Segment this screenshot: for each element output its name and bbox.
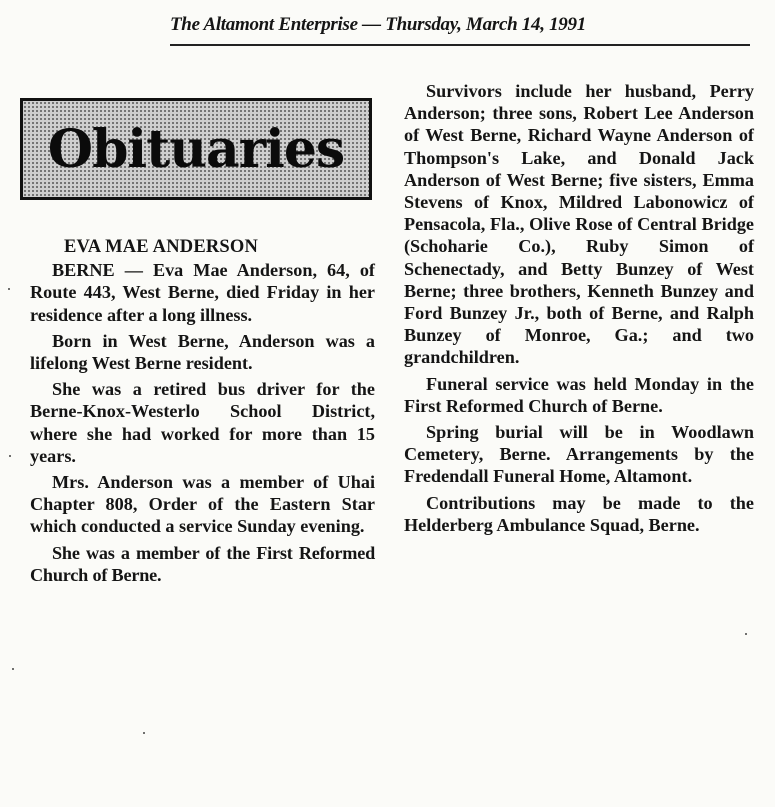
burial-paragraph: Spring burial will be in Woodlawn Cemetery, Berne. Arrangements by the Fredendall Funeral Home, Altamont.: [404, 422, 754, 487]
obituary-name: EVA MAE ANDERSON: [64, 237, 259, 257]
survivors-paragraph: Survivors include her husband, Perry Anderson; three sons, Robert Lee Anderson of West Berne, Richard Wayne Anderson of Thompson's Lake, and Donald Jack Anderson of West Berne; five sisters, Emma Stevens of Knox, Mildred Labonowicz of Pensacola, Fla., Olive Rose of Central Bridge (Schoharie Co.), Ruby Simon of Schenectady, and Betty Bunzey of West Berne; three brothers, Kenneth Bunzey and Ford Bunzey Jr., both of Berne, and Ralph Bunzey of Monroe, Ga.; and two grandchildren.: [404, 81, 754, 368]
masthead-rule: [170, 44, 750, 46]
print-speck: [12, 668, 14, 670]
obituary-right-column: [404, 80, 754, 540]
obituary-paragraph: Mrs. Anderson was a member of Uhai Chapter 808, Order of the Eastern Star which conducted a service Sunday evening.: [30, 472, 375, 537]
funeral-paragraph: Funeral service was held Monday in the First Reformed Church of Berne.: [404, 373, 754, 416]
section-title: Obituaries: [47, 118, 345, 180]
print-speck: [745, 633, 747, 635]
print-speck: [9, 455, 11, 457]
print-speck: [143, 732, 145, 734]
obituary-paragraph: She was a retired bus driver for the Berne-Knox-Westerlo School District, where she had worked for more than 15 years.: [30, 379, 375, 466]
contributions-paragraph: Contributions may be made to the Helderberg Ambulance Squad, Berne.: [404, 492, 754, 535]
obituary-paragraph: Born in West Berne, Anderson was a lifelong West Berne resident.: [30, 330, 375, 374]
obituary-left-column: [30, 236, 375, 590]
obituary-paragraph: BERNE — Eva Mae Anderson, 64, of Route 443, West Berne, died Friday in her residence after a long illness.: [30, 260, 375, 325]
print-speck: [8, 288, 10, 290]
obituary-paragraph-church: She was a member of the First Reformed Church of Berne.: [30, 542, 375, 585]
newspaper-masthead: The Altamont Enterprise — Thursday, March 14, 1991: [170, 14, 586, 35]
section-banner: [20, 98, 372, 200]
